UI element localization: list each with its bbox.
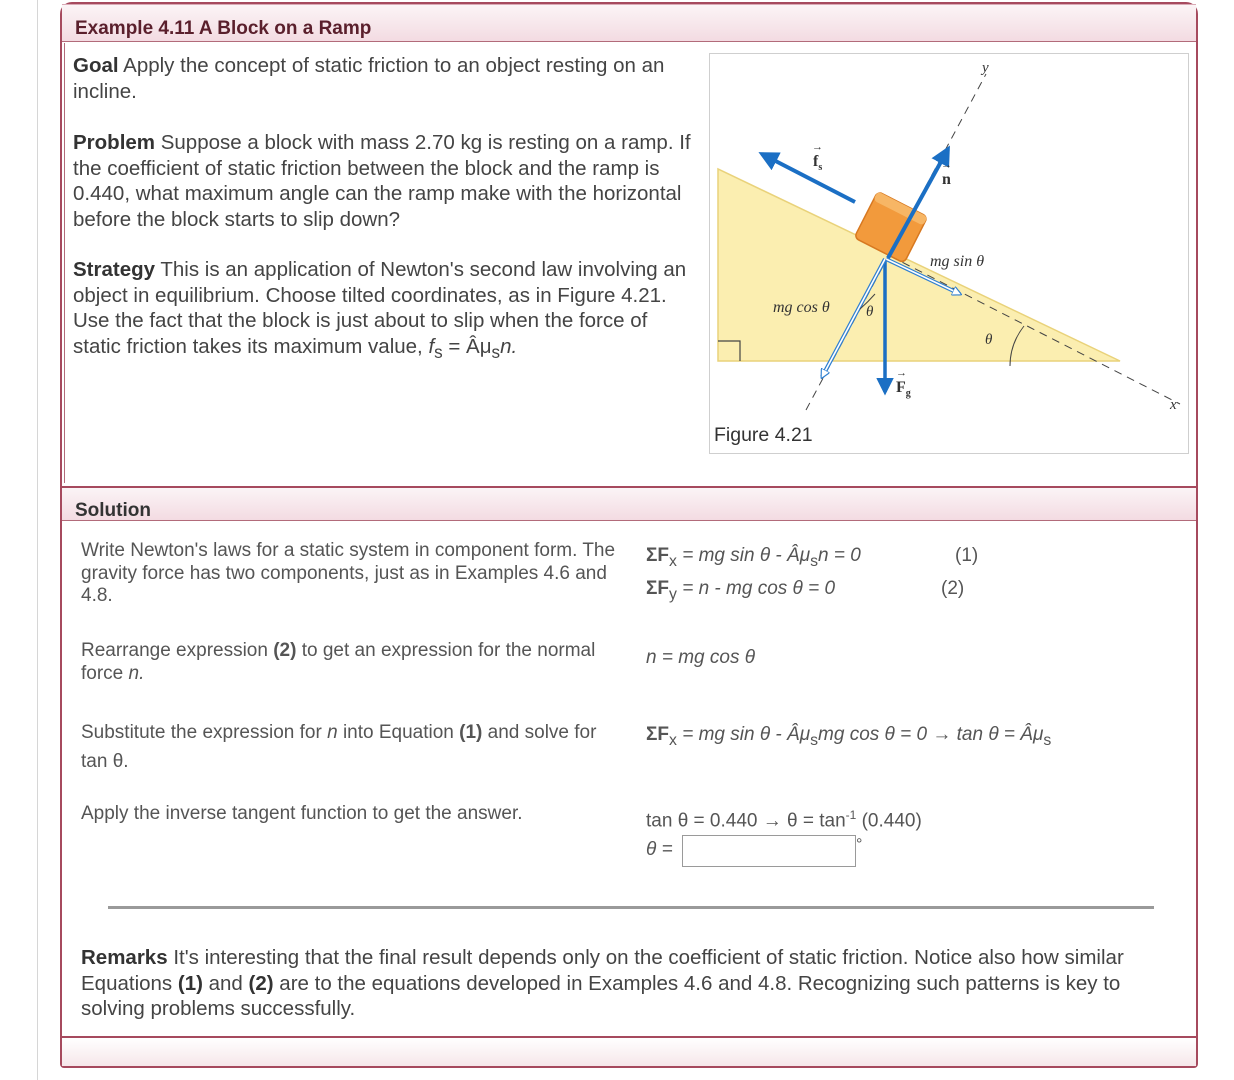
ramp-diagram xyxy=(710,54,1188,453)
strategy-n: n. xyxy=(500,334,518,358)
label-theta-2: θ xyxy=(985,332,993,348)
eq5-text: tan θ = 0.440 → θ = tan xyxy=(646,810,846,832)
page-left-rule xyxy=(37,0,38,1080)
eq4-sigma: ΣF xyxy=(646,724,670,745)
equation-3 xyxy=(646,647,755,669)
remarks-ref-1: (1) xyxy=(177,971,203,995)
solution-header: Solution xyxy=(75,500,151,521)
eq2-sub: y xyxy=(669,585,677,603)
strategy-text: This is an application of Newton's second law involving an object in equilibrium. Choose tilted coordinates, as in Figure 4.21. Use the fact that the block is just about to slip when the force of static friction takes its maximum value, xyxy=(73,258,687,358)
label-fg-arrow: → xyxy=(896,367,907,379)
label-fs-arrow: → xyxy=(812,141,823,153)
equation-4 xyxy=(646,724,1051,750)
strategy-label: Strategy xyxy=(73,258,156,281)
eq4-sub2: s xyxy=(810,731,819,749)
remarks-text-2: and xyxy=(202,971,249,995)
problem-paragraph xyxy=(73,130,703,232)
equation-1-number: (1) xyxy=(955,545,979,566)
remarks-divider xyxy=(108,906,1154,909)
problem-text-3: , what maximum angle can the ramp make with the horizontal before the block starts to slip down? xyxy=(73,182,682,231)
eq4-sub: x xyxy=(669,731,677,749)
mass-value: 2.70 xyxy=(414,131,455,154)
step3-text-a: Substitute the expression for xyxy=(81,722,328,743)
goal-text: Apply the concept of static friction to an object resting on an incline. xyxy=(73,54,665,103)
label-mg-sin: mg sin θ xyxy=(930,253,985,270)
label-mg-cos: mg cos θ xyxy=(773,299,830,316)
eq1-sub2: s xyxy=(810,552,819,570)
label-fs: $f_s$ xyxy=(813,153,823,173)
eq5-sup: -1 xyxy=(845,808,857,822)
step3-text-e: and solve for tan θ. xyxy=(81,722,597,772)
label-n: n xyxy=(942,171,951,188)
problem-label: Problem xyxy=(73,131,156,154)
strategy-formula-rest: = Âμ xyxy=(442,334,492,358)
degree-symbol: ° xyxy=(856,836,863,853)
remarks-text-3: are to the equations developed in Examples 4.6 and 4.8. Recognizing such patterns is key to solving problems successfully. xyxy=(81,971,1121,1020)
problem-text-2: kg is resting on a ramp. If the coefficient of static friction between the block and the ramp is xyxy=(73,131,691,180)
remarks-ref-2: (2) xyxy=(248,971,274,995)
figure-caption: Figure 4.21 xyxy=(714,424,813,446)
problem-text-1: Suppose a block with mass xyxy=(160,131,415,154)
eq4-rest: = mg sin θ - Âμ xyxy=(676,724,811,745)
strategy-paragraph xyxy=(73,257,698,365)
label-y: y xyxy=(982,60,989,76)
equation-5 xyxy=(646,808,922,832)
frame-bottom-strip xyxy=(62,1036,1196,1066)
eq1-sub: x xyxy=(669,552,677,570)
eq4-sub3: s xyxy=(1043,731,1052,749)
strategy-mu-sub: s xyxy=(491,342,501,362)
solution-step-3 xyxy=(81,718,621,776)
step3-text-c: into Equation xyxy=(337,722,460,743)
equation-1 xyxy=(646,545,861,571)
label-n-arrow: → xyxy=(941,159,952,171)
frame-divider xyxy=(64,43,65,483)
goal-label: Goal xyxy=(73,54,119,77)
remarks-paragraph xyxy=(81,945,1186,1022)
step2-n: n. xyxy=(128,662,145,684)
answer-label xyxy=(646,839,673,861)
eq3-text: n = mg cos θ xyxy=(646,647,756,668)
equation-2-number: (2) xyxy=(941,578,965,599)
mu-value: 0.440 xyxy=(73,182,125,205)
eq4-end: mg cos θ = 0 → tan θ = Âμ xyxy=(818,724,1044,745)
answer-input[interactable] xyxy=(682,835,856,867)
step2-text-c: to get an expression for the normal force xyxy=(81,640,596,684)
remarks-label: Remarks xyxy=(81,946,168,969)
friction-arrow xyxy=(762,154,855,202)
goal-paragraph xyxy=(73,53,703,104)
eq5-end: (0.440) xyxy=(856,810,922,832)
step2-ref: (2) xyxy=(273,640,297,661)
solution-bar xyxy=(62,486,1196,521)
strategy-fs-sub: s xyxy=(434,342,443,362)
remarks-text-1: It's interesting that the final result depends only on the coefficient of static friction. Notice also how similar Equations xyxy=(81,946,1124,995)
label-theta-1: θ xyxy=(866,304,874,320)
label-x: x xyxy=(1170,397,1177,413)
eq1-sigma: ΣF xyxy=(646,545,670,566)
solution-step-1: Write Newton's laws for a static system in component form. The gravity force has two components, just as in Examples 4.6 and 4.8. xyxy=(81,540,616,606)
example-title: Example 4.11 A Block on a Ramp xyxy=(75,18,372,39)
step3-ref: (1) xyxy=(459,722,483,743)
eq2-sigma: ΣF xyxy=(646,578,670,599)
step2-text-a: Rearrange expression xyxy=(81,640,274,661)
equation-2 xyxy=(646,578,835,604)
eq2-rest: = n - mg cos θ = 0 xyxy=(676,578,836,599)
solution-step-2 xyxy=(81,640,621,685)
strategy-fs: f xyxy=(428,334,435,358)
figure-4-21 xyxy=(709,53,1189,454)
eq1-rest: = mg sin θ - Âμ xyxy=(676,545,811,566)
step3-n: n xyxy=(327,722,338,743)
label-fg: $F_g$ xyxy=(896,379,911,399)
example-title-bar xyxy=(62,4,1196,42)
eq1-end: n = 0 xyxy=(818,545,861,566)
solution-step-4: Apply the inverse tangent function to get the answer. xyxy=(81,803,523,824)
theta-equals: θ = xyxy=(646,839,673,860)
